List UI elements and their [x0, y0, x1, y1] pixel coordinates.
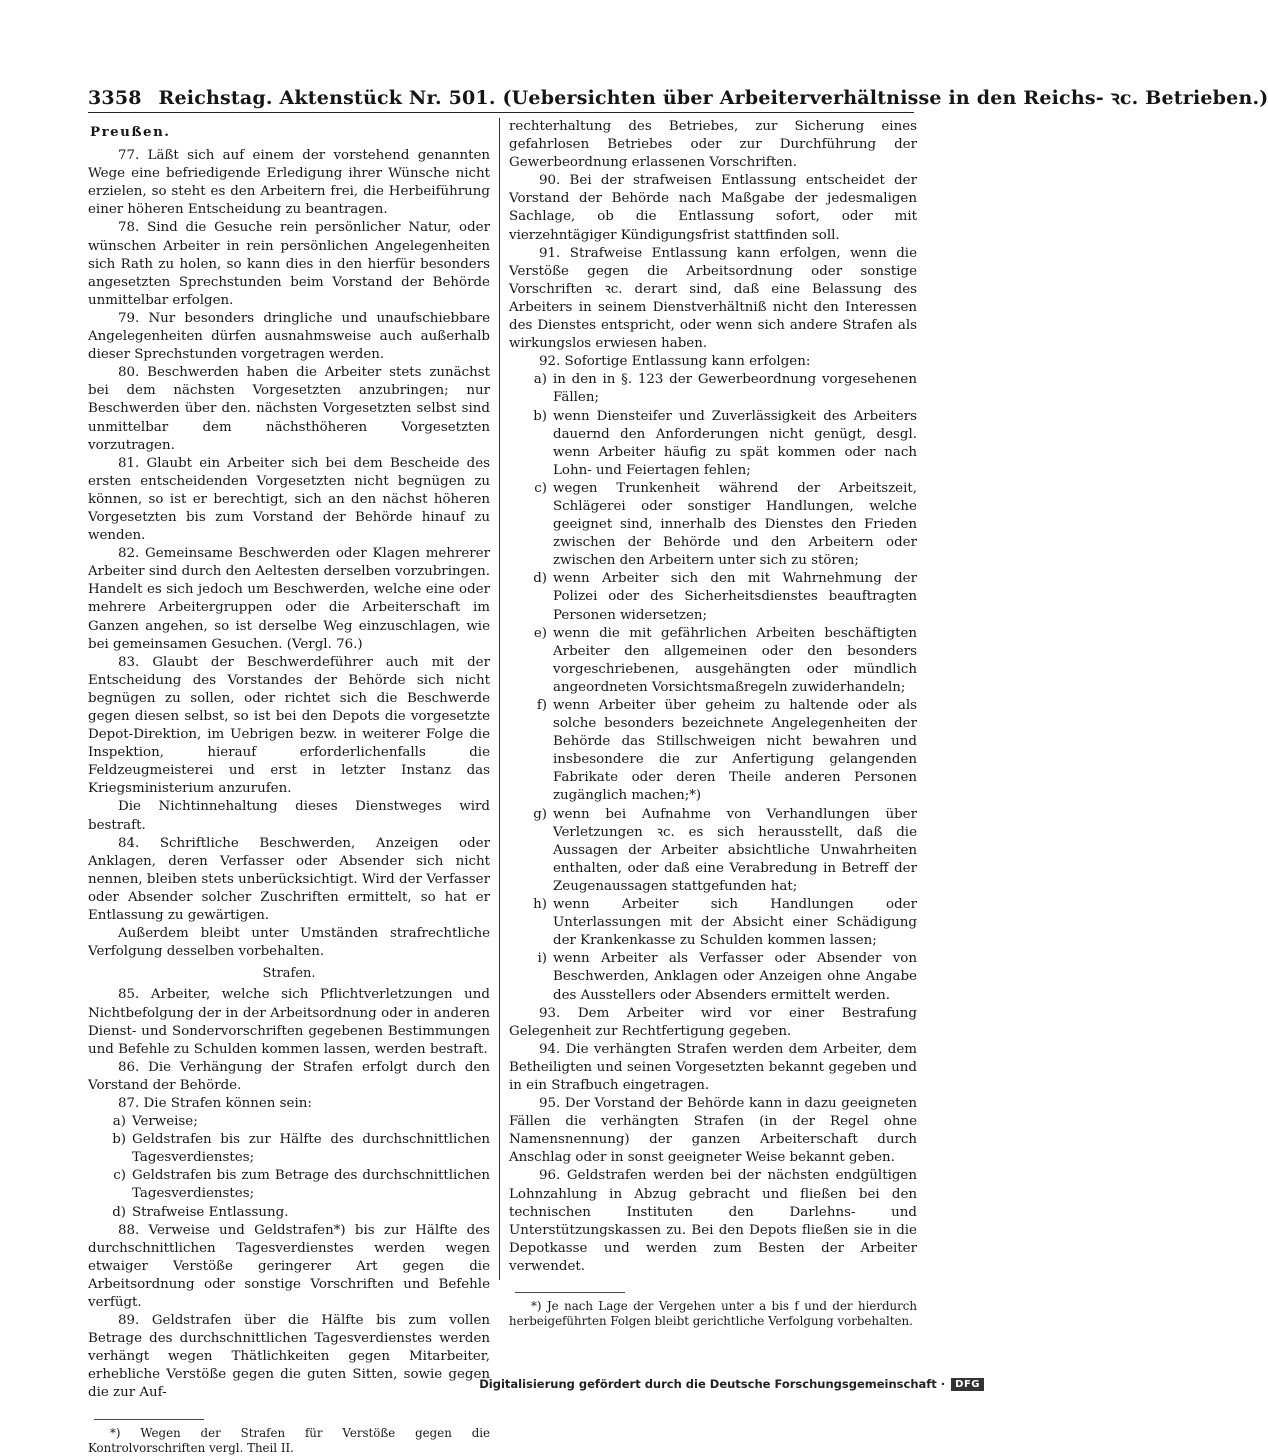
paragraph-88: 88. Verweise und Geldstrafen*) bis zur Hälfte des durchschnittlichen Tagesverdienstes werden wegen etwaiger Verstöße geringerer Art gegen die Arbeitsordnung oder sonstige Vorschriften und Befehle verfügt.: [88, 1222, 490, 1310]
list-item-label: h): [533, 897, 547, 913]
paragraph-83-note: Die Nichtinnehaltung dieses Dienstweges wird bestraft.: [88, 799, 490, 833]
list-item: [88, 1204, 490, 1222]
list-item-label: d): [533, 571, 547, 587]
paragraph-96: 96. Geldstrafen werden bei der nächsten endgültigen Lohnzahlung in Abzug gebracht und fließen bei den technischen Instituten den Darlehns- und Unterstützungskassen zu. Bei den Depots fließen sie in die Depotkasse und werden zum Besten der Arbeiter verwendet.: [509, 1168, 917, 1274]
right-column: [509, 118, 917, 1329]
header-rule: [88, 112, 914, 113]
list-item-text: wenn Arbeiter sich den mit Wahrnehmung der Polizei oder des Sicherheitsdienstes beauftragten Personen widersetzen;: [553, 571, 917, 623]
paragraph-85: 85. Arbeiter, welche sich Pflichtverletzungen und Nichtbefolgung der in der Arbeitsordnung oder in anderen Dienst- und Sondervorschriften gegebenen Bestimmungen und Befehle zu Schulden kommen lassen, werden bestraft.: [88, 987, 490, 1057]
list-item-label: f): [536, 698, 547, 713]
list-item-text: wenn Arbeiter sich Handlungen oder Unterlassungen mit der Absicht einer Schädigung der Krankenkasse zu Schulden kommen lassen;: [553, 897, 917, 949]
paragraph-78: 78. Sind die Gesuche rein persönlicher Natur, oder wünschen Arbeiter in rein persönlichen Angelegenheiten sich Rath zu holen, so kann dies in den hierfür besonders angesetzten Sprechstunden beim Vorstand der Behörde unmittelbar erfolgen.: [88, 220, 490, 308]
list-item: [509, 896, 917, 950]
footnote: *) Wegen der Strafen für Verstöße gegen die Kontrolvorschriften vergl. Theil II.: [88, 1425, 490, 1455]
list-item: [509, 950, 917, 1004]
list-item-label: i): [537, 951, 547, 967]
list-item: [509, 480, 917, 570]
list-item: [88, 1113, 490, 1131]
credit-text: Digitalisierung gefördert durch die Deutsche Forschungsgemeinschaft ·: [479, 1377, 946, 1391]
paragraph-86: 86. Die Verhängung der Strafen erfolgt durch den Vorstand der Behörde.: [88, 1059, 490, 1093]
list-item-label: b): [533, 408, 547, 424]
paragraph-84-note: Außerdem bleibt unter Umständen strafrechtliche Verfolgung desselben vorbehalten.: [88, 926, 490, 960]
list-item-label: d): [112, 1204, 126, 1220]
list-item: [88, 1131, 490, 1167]
section-heading: Preußen.: [90, 124, 171, 140]
list-item-text: Strafweise Entlassung.: [132, 1204, 289, 1220]
list-item: [88, 1167, 490, 1203]
paragraph-87: 87. Die Strafen können sein:: [118, 1095, 312, 1111]
paragraph-82: 82. Gemeinsame Beschwerden oder Klagen mehrerer Arbeiter sind durch den Aeltesten derselben vorzubringen. Handelt es sich jedoch um Beschwerden, welche eine oder mehrere Arbeitergruppen oder die Arbeiterschaft im Ganzen angehen, so ist derselbe Weg einzuschlagen, wie bei gemeinsamen Gesuchen. (Vergl. 76.): [88, 546, 490, 652]
paragraph-84: 84. Schriftliche Beschwerden, Anzeigen oder Anklagen, deren Verfasser oder Absender sich nicht nennen, bleiben stets unberücksichtigt. Wird der Verfasser oder Absender solcher Zuschriften ermittelt, so hat er Entlassung zu gewärtigen.: [88, 835, 490, 924]
paragraph-77: 77. Läßt sich auf einem der vorstehend genannten Wege eine befriedigende Erledigung ihrer Wünsche nicht erzielen, so steht es den Arbeitern frei, die Herbeiführung einer höheren Entscheidung zu beantragen.: [88, 148, 490, 218]
list-item-label: c): [113, 1168, 126, 1184]
paragraph-90: 90. Bei der strafweisen Entlassung entscheidet der Vorstand der Behörde nach Maßgabe der jedesmaligen Sachlage, ob die Entlassung sofort, oder mit vierzehntägiger Kündigungsfrist stattfinden soll.: [509, 173, 917, 243]
list-item-text: wenn Arbeiter als Verfasser oder Absender von Beschwerden, Anklagen oder Anzeigen ohne Angabe des Ausstellers oder Absenders ermittelt werden.: [553, 951, 917, 1003]
footnote-rule: [94, 1419, 204, 1420]
paragraph-81: 81. Glaubt ein Arbeiter sich bei dem Bescheide des ersten entscheidenden Vorgesetzten nicht begnügen zu können, so ist er berechtigt, sich an den nächst höheren Vorgesetzten bis zum Vorstand der Behörde hinauf zu wenden.: [88, 455, 490, 544]
list-item-text: wenn Arbeiter über geheim zu haltende oder als solche besonders bezeichnete Angelegenheiten der Behörde das Stillschweigen nicht bewahren und insbesondere die zur Anfertigung gelangenden Fabrikate oder deren Theile anderen Personen zugänglich machen;*): [553, 698, 917, 804]
list-item: [509, 408, 917, 480]
list-item: [509, 570, 917, 624]
left-column: [88, 118, 490, 1456]
list-item: [509, 806, 917, 896]
paragraph-89-continued: rechterhaltung des Betriebes, zur Sicherung eines gefahrlosen Betriebes oder zur Durchführung der Gewerbeordnung erlassenen Vorschriften.: [509, 119, 917, 171]
subheading-strafen: Strafen.: [262, 966, 316, 982]
list-item: [509, 371, 917, 407]
paragraph-91: 91. Strafweise Entlassung kann erfolgen, wenn die Verstöße gegen die Arbeitsordnung oder sonstige Vorschriften ꝛc. derart sind, daß eine Belassung des Arbeiters in seinem Dienstverhältniß nicht den Interessen des Dienstes entspricht, oder wenn sich andere Strafen als wirkungslos erwiesen haben.: [509, 245, 917, 352]
list-item-label: a): [112, 1114, 126, 1130]
list-item-text: wenn Diensteifer und Zuverlässigkeit des Arbeiters dauernd den Anforderungen nicht genügt, desgl. wenn Arbeiter häufig zu spät kommen oder nach Lohn- und Feiertagen fehlen;: [553, 408, 917, 478]
list-item-label: b): [112, 1132, 126, 1148]
list-item: [509, 625, 917, 697]
footnote-rule: [515, 1292, 625, 1293]
footnote: *) Je nach Lage der Vergehen unter a bis f und der hierdurch herbeigeführten Folgen bleibt gerichtliche Verfolgung vorbehalten.: [509, 1299, 917, 1328]
paragraph-93: 93. Dem Arbeiter wird vor einer Bestrafung Gelegenheit zur Rechtfertigung gegeben.: [509, 1005, 917, 1039]
page-number: 3358: [88, 87, 142, 109]
paragraph-92: 92. Sofortige Entlassung kann erfolgen:: [539, 354, 811, 370]
paragraph-79: 79. Nur besonders dringliche und unaufschiebbare Angelegenheiten dürfen ausnahmsweise auch außerhalb dieser Sprechstunden vorgetragen werden.: [88, 310, 490, 363]
paragraph-94: 94. Die verhängten Strafen werden dem Arbeiter, dem Betheiligten und seinen Vorgesetzten bekannt gegeben und in ein Strafbuch eingetragen.: [509, 1041, 917, 1093]
running-title: Reichstag. Aktenstück Nr. 501. (Uebersichten über Arbeiterverhältnisse in den Reichs- ꝛc. Betrieben.): [158, 87, 1268, 109]
list-item-label: e): [533, 625, 547, 641]
list-item-text: wenn bei Aufnahme von Verhandlungen über Verletzungen ꝛc. es sich herausstellt, daß die Aussagen der Arbeiter absichtliche Unwahrheiten enthalten, oder daß eine Verabredung in Betreff der Zeugenaussagen stattgefunden hat;: [553, 806, 917, 894]
column-divider: [499, 118, 500, 1280]
list-item-text: Geldstrafen bis zum Betrage des durchschnittlichen Tagesverdienstes;: [132, 1168, 490, 1202]
list-item-text: Geldstrafen bis zur Hälfte des durchschnittlichen Tagesverdienstes;: [132, 1132, 490, 1166]
list-item-text: wegen Trunkenheit während der Arbeitszeit, Schlägerei oder sonstiger Handlungen, welche geeignet sind, innerhalb des Dienstes den Frieden zwischen der Behörde und den Arbeitern oder zwischen den Arbeitern unter sich zu stören;: [553, 480, 917, 569]
paragraph-95: 95. Der Vorstand der Behörde kann in dazu geeigneten Fällen die verhängten Strafen (in der Regel ohne Namensnennung) der ganzen Arbeiterschaft durch Anschlag oder in sonst geeigneter Weise bekannt geben.: [509, 1096, 917, 1166]
list-item-text: in den in §. 123 der Gewerbeordnung vorgesehenen Fällen;: [553, 372, 917, 406]
digitization-credit: [479, 1377, 984, 1391]
page-header: [88, 84, 1268, 110]
paragraph-80: 80. Beschwerden haben die Arbeiter stets zunächst bei dem nächsten Vorgesetzten anzubringen; nur Beschwerden über den. nächsten Vorgesetzten selbst sind unmittelbar dem nächsthöheren Vorgesetzten vorzutragen.: [88, 365, 490, 453]
list-item-text: wenn die mit gefährlichen Arbeiten beschäftigten Arbeiter den allgemeinen oder den besonders vorgeschriebenen, ausgehängten oder mündlich angeordneten Vorsichtsmaßregeln zuwiderhandeln;: [553, 625, 917, 695]
list-item-label: g): [533, 806, 547, 822]
list-item-label: a): [533, 372, 547, 388]
list-item: [509, 697, 917, 806]
dfg-logo-icon: DFG: [951, 1378, 984, 1391]
list-item-text: Verweise;: [132, 1114, 198, 1130]
paragraph-83: 83. Glaubt der Beschwerdeführer auch mit der Entscheidung des Vorstandes der Behörde sich nicht begnügen zu sollen, oder richtet sich die Beschwerde gegen diesen selbst, so ist bei den Depots die vorgesetzte Depot-Direktion, im Uebrigen bezw. in weiterer Folge die Inspektion, hierauf erforderlichenfalls die Feldzeugmeisterei und erst in letzter Instanz das Kriegsministerium anzurufen.: [88, 654, 490, 797]
list-item-label: c): [534, 480, 547, 496]
paragraph-89: 89. Geldstrafen über die Hälfte bis zum vollen Betrage des durchschnittlichen Tagesverdienstes werden verhängt wegen Thätlichkeiten gegen Mitarbeiter, erhebliche Verstöße gegen die guten Sitten, sowie gegen die zur Auf-: [88, 1313, 490, 1401]
